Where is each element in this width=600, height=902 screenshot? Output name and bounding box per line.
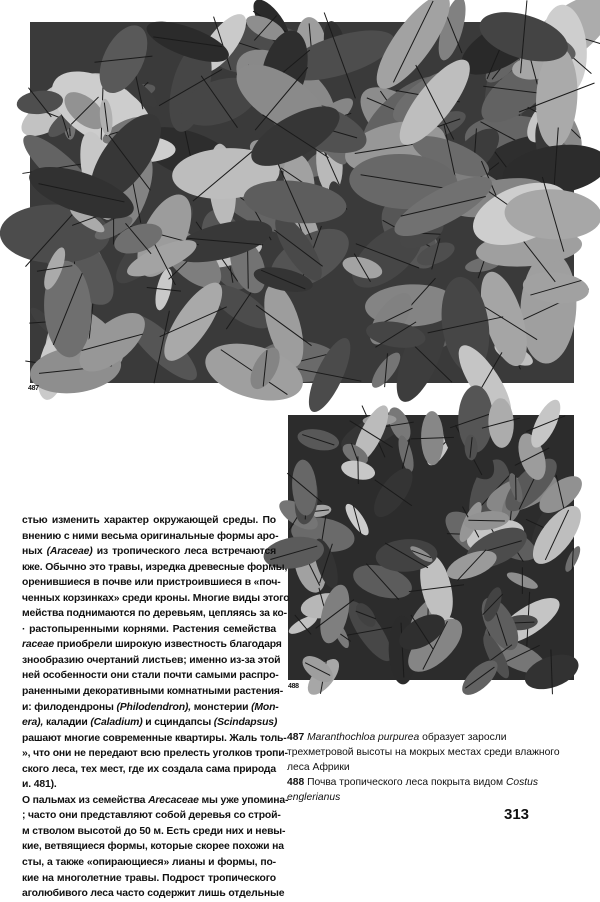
text-line — [22, 808, 276, 824]
text-line — [22, 637, 276, 653]
text-line — [22, 824, 276, 840]
text-line — [22, 591, 276, 607]
text-line — [22, 622, 276, 638]
text-line — [22, 668, 276, 684]
text-line — [22, 700, 276, 716]
text-segment: мейства поднимаются по деревьям, цепляясь за ко- — [22, 608, 287, 619]
text-line — [22, 653, 276, 669]
text-line — [22, 886, 276, 902]
latin-name: (Philodendron), — [116, 702, 191, 713]
text-segment: ней особенности они стали почти самыми распро- — [22, 670, 279, 681]
text-line — [22, 606, 276, 622]
text-line — [22, 871, 276, 887]
caption-487 — [287, 731, 567, 775]
text-segment: », что они не передают всю прелесть уголков тропи- — [22, 748, 288, 759]
text-segment: и сциндапсы — [143, 717, 214, 728]
text-segment: и: филодендроны — [22, 702, 116, 713]
figure-488-photo — [288, 415, 574, 680]
text-line — [22, 513, 276, 529]
leaf-vein — [468, 520, 504, 521]
text-line — [22, 715, 276, 731]
caption-text: Почва тропического леса покрыта видом — [307, 777, 506, 788]
text-segment: кже. Обычно это травы, изредка древесные формы, — [22, 562, 287, 573]
text-segment: ченных корзинках» среди кроны. Многие виды этого — [22, 593, 289, 604]
text-segment: каладии — [43, 717, 90, 728]
latin-name: (Caladium) — [90, 717, 142, 728]
figure-487-photo — [30, 22, 574, 383]
caption-number: 487 — [287, 732, 304, 743]
text-segment: и. 481). — [22, 779, 57, 790]
text-segment: м стволом высотой до 50 м. Есть среди них и невы- — [22, 826, 285, 837]
latin-name: (Scindapsus) — [214, 717, 277, 728]
text-segment: знообразию очертаний листьев; именно из-за этой — [22, 655, 280, 666]
text-line — [22, 746, 276, 762]
body-text-column — [22, 513, 276, 902]
text-line — [22, 855, 276, 871]
text-segment: кие на многолетние травы. Подрост тропического — [22, 873, 276, 884]
caption-488 — [287, 776, 567, 806]
figure-488-number: 488 — [288, 683, 299, 690]
text-segment: из тропического леса встречаются — [93, 546, 276, 557]
text-line — [22, 731, 276, 747]
text-line — [22, 544, 276, 560]
text-segment: кие, ветвящиеся формы, которые скорее похожи на — [22, 841, 284, 852]
text-line — [22, 575, 276, 591]
text-line — [22, 684, 276, 700]
figure-487-number: 487 — [28, 385, 39, 392]
latin-name: Arecaceae — [148, 795, 199, 806]
text-segment: ; часто они представляют собой деревья со строй- — [22, 810, 281, 821]
text-segment: стью изменить характер окружающей среды. По — [22, 515, 276, 526]
text-segment: мы уже упомина- — [199, 795, 289, 806]
text-line — [22, 793, 276, 809]
latin-name: Costus englerianus — [287, 777, 538, 803]
text-segment: · растопыренными корнями. Растения семейства — [22, 624, 276, 635]
text-segment: оренившиеся в почве или пристроившиеся в «поч- — [22, 577, 281, 588]
text-segment: ского леса, тех мест, где их создала сама природа — [22, 764, 276, 775]
page-number: 313 — [504, 806, 529, 823]
text-segment: ных — [22, 546, 47, 557]
text-segment: рашают многие современные квартиры. Жаль толь- — [22, 733, 287, 744]
text-segment: монстерии — [191, 702, 251, 713]
latin-name: (Mon- — [251, 702, 279, 713]
text-line — [22, 529, 276, 545]
text-segment: аголюбивого леса часто содержит лишь отдельные — [22, 888, 284, 899]
text-segment: внению с ними весьма оригинальные формы аро- — [22, 531, 278, 542]
text-line — [22, 777, 276, 793]
text-segment: раненными декоративными комнатными растения- — [22, 686, 283, 697]
text-line — [22, 839, 276, 855]
text-line — [22, 762, 276, 778]
latin-name: raceae — [22, 639, 54, 650]
text-segment: приобрели широкую известность благодаря — [54, 639, 282, 650]
latin-name: (Araceae) — [47, 546, 93, 557]
text-segment: О пальмах из семейства — [22, 795, 148, 806]
caption-number: 488 — [287, 777, 304, 788]
text-line — [22, 560, 276, 576]
latin-name: Maranthochloa purpurea — [307, 732, 419, 743]
text-segment: сты, а также «опирающиеся» лианы и формы, по- — [22, 857, 276, 868]
caption-text: образует заросли трехметровой высоты на мокрых местах среди влажного леса Африки — [287, 732, 560, 773]
latin-name: era), — [22, 717, 43, 728]
